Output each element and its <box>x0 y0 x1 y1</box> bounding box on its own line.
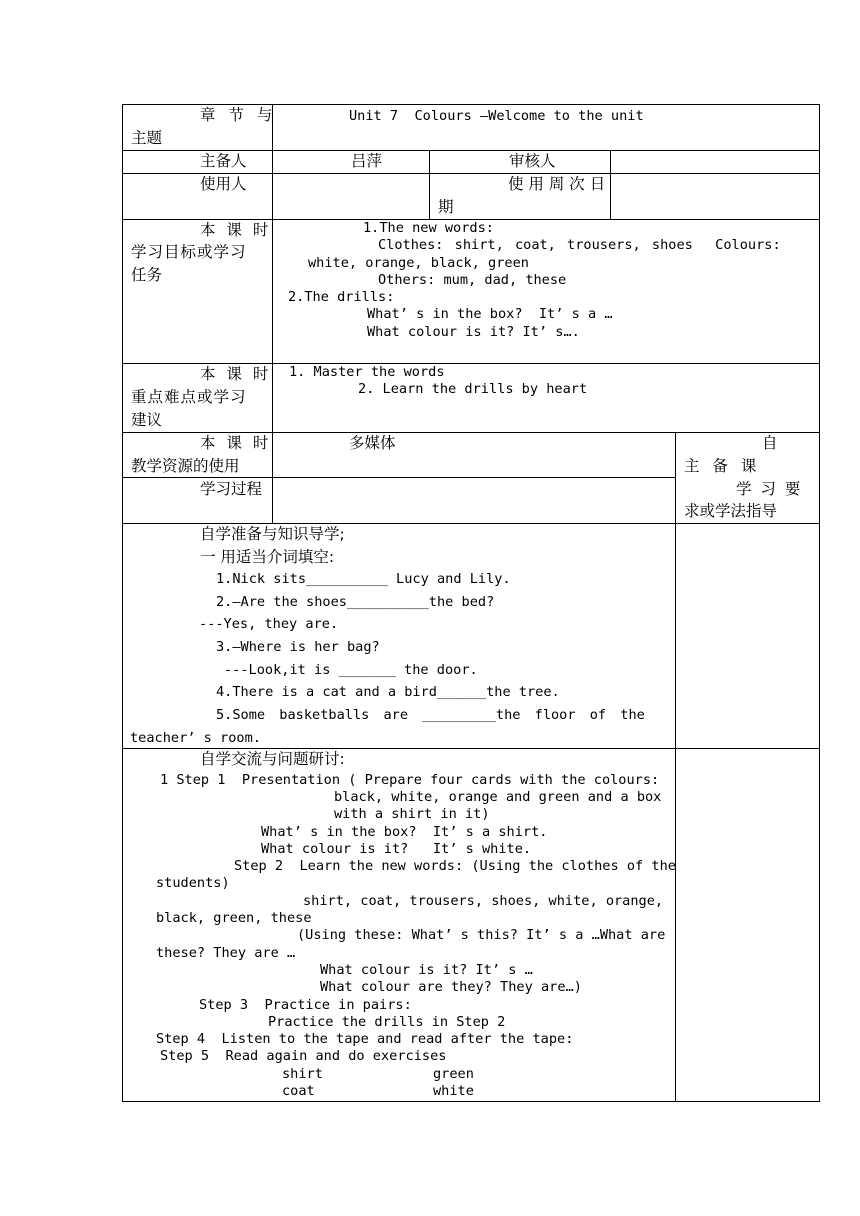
table-border-bottom <box>122 1101 820 1102</box>
step-line: What’ s in the box? It’ s a shirt. <box>261 824 548 840</box>
step-line: black, white, orange and green and a box <box>334 789 662 805</box>
exercise-line: 1.Nick sits__________ Lucy and Lily. <box>216 571 511 587</box>
step-line: What colour are they? They are…) <box>320 979 582 995</box>
row-divider <box>122 173 820 174</box>
key-points-label-end: 建议 <box>131 411 163 429</box>
step-line: with a shirt in it) <box>334 806 490 822</box>
table-border-top <box>122 104 820 105</box>
objectives-line: white, orange, black, green <box>308 255 529 271</box>
exercise-line: 5.Some basketballs are _________the floor of the <box>216 707 645 723</box>
step-line: Step 3 Practice in pairs: <box>199 997 412 1013</box>
row-divider <box>122 477 675 478</box>
table-border-left <box>122 104 123 1102</box>
match-right-word: white <box>433 1083 474 1099</box>
row-divider <box>122 748 820 749</box>
row-divider <box>122 363 820 364</box>
process-label: 学习过程 <box>200 480 263 498</box>
exercise-line: 4.There is a cat and a bird______the tree. <box>216 684 560 700</box>
key-points-label-cont: 重点难点或学习 <box>131 388 247 406</box>
step-line: shirt, coat, trousers, shoes, white, orange, <box>303 893 664 909</box>
resources-value: 多媒体 <box>349 434 396 452</box>
step-line: students) <box>156 875 230 891</box>
objectives-label: 本 课 时 <box>200 221 272 239</box>
step-line: Practice the drills in Step 2 <box>268 1014 506 1030</box>
resources-label-cont: 教学资源的使用 <box>131 457 240 475</box>
match-left-word: shirt <box>282 1066 323 1082</box>
lesson-plan-table <box>122 104 820 1102</box>
objectives-label-cont: 学习目标或学习 <box>131 243 247 261</box>
exercise-line: 2.—Are the shoes__________the bed? <box>216 594 495 610</box>
week-label: 使 用 周 次 日 <box>508 175 606 193</box>
objectives-line: What colour is it? It’ s…. <box>367 324 580 340</box>
objectives-line: What’ s in the box? It’ s a … <box>367 306 613 322</box>
side-header-line: 求或学法指导 <box>684 502 778 520</box>
objectives-label-end: 任务 <box>131 266 163 284</box>
key-points-line: 1. Master the words <box>289 364 445 380</box>
exercise-line: ---Yes, they are. <box>199 616 339 632</box>
step-line: these? They are … <box>156 945 296 961</box>
key-points-line: 2. Learn the drills by heart <box>358 381 588 397</box>
match-right-word: green <box>433 1066 474 1082</box>
preparer-label: 主备人 <box>200 152 247 170</box>
step-line: 1 Step 1 Presentation ( Prepare four cards with the colours: <box>160 772 660 788</box>
column-divider <box>610 150 611 219</box>
side-header-line: 主 备 课 <box>684 457 761 475</box>
week-label-cont: 期 <box>438 198 454 216</box>
step-line: Step 4 Listen to the tape and read after the tape: <box>156 1031 574 1047</box>
side-column-divider <box>675 432 676 1102</box>
resources-label: 本 课 时 <box>200 434 272 452</box>
row-divider <box>122 432 820 433</box>
objectives-line: Clothes: shirt, coat, trousers, shoes Colours: <box>378 237 781 253</box>
table-border-right <box>819 104 820 1102</box>
step-line: black, green, these <box>156 910 312 926</box>
exercise-line: 3.—Where is her bag? <box>216 639 380 655</box>
self-study-subheading: 一 用适当介词填空: <box>200 548 335 566</box>
objectives-line: Others: mum, dad, these <box>378 272 567 288</box>
column-divider <box>429 150 430 219</box>
side-header-line: 自 <box>762 434 778 452</box>
discussion-heading: 自学交流与问题研讨: <box>200 750 345 768</box>
exercise-line: ---Look,it is _______ the door. <box>224 662 478 678</box>
user-label: 使用人 <box>200 175 247 193</box>
step-line: Step 5 Read again and do exercises <box>160 1048 447 1064</box>
objectives-line: 1.The new words: <box>363 220 494 236</box>
preparer-name: 吕萍 <box>351 152 383 170</box>
chapter-label-cont: 主题 <box>131 129 163 147</box>
step-line: What colour is it? It’ s white. <box>261 841 532 857</box>
match-left-word: coat <box>282 1083 315 1099</box>
exercise-line: teacher’ s room. <box>130 730 261 746</box>
label-column-divider <box>272 104 273 523</box>
step-line: What colour is it? It’ s … <box>320 962 533 978</box>
row-divider <box>122 523 820 524</box>
unit-title: Unit 7 Colours –Welcome to the unit <box>349 108 644 124</box>
step-line: Step 2 Learn the new words: (Using the clothes of the <box>234 858 676 874</box>
row-divider <box>122 150 820 151</box>
reviewer-label: 审核人 <box>509 152 556 170</box>
side-header-line: 学 习 要 <box>736 480 803 498</box>
key-points-label: 本 课 时 <box>200 365 272 383</box>
chapter-label: 章 节 与 <box>200 106 277 124</box>
self-study-heading: 自学准备与知识导学; <box>200 525 345 543</box>
step-line: (Using these: What’ s this? It’ s a …What are <box>297 927 666 943</box>
objectives-line: 2.The drills: <box>288 289 395 305</box>
